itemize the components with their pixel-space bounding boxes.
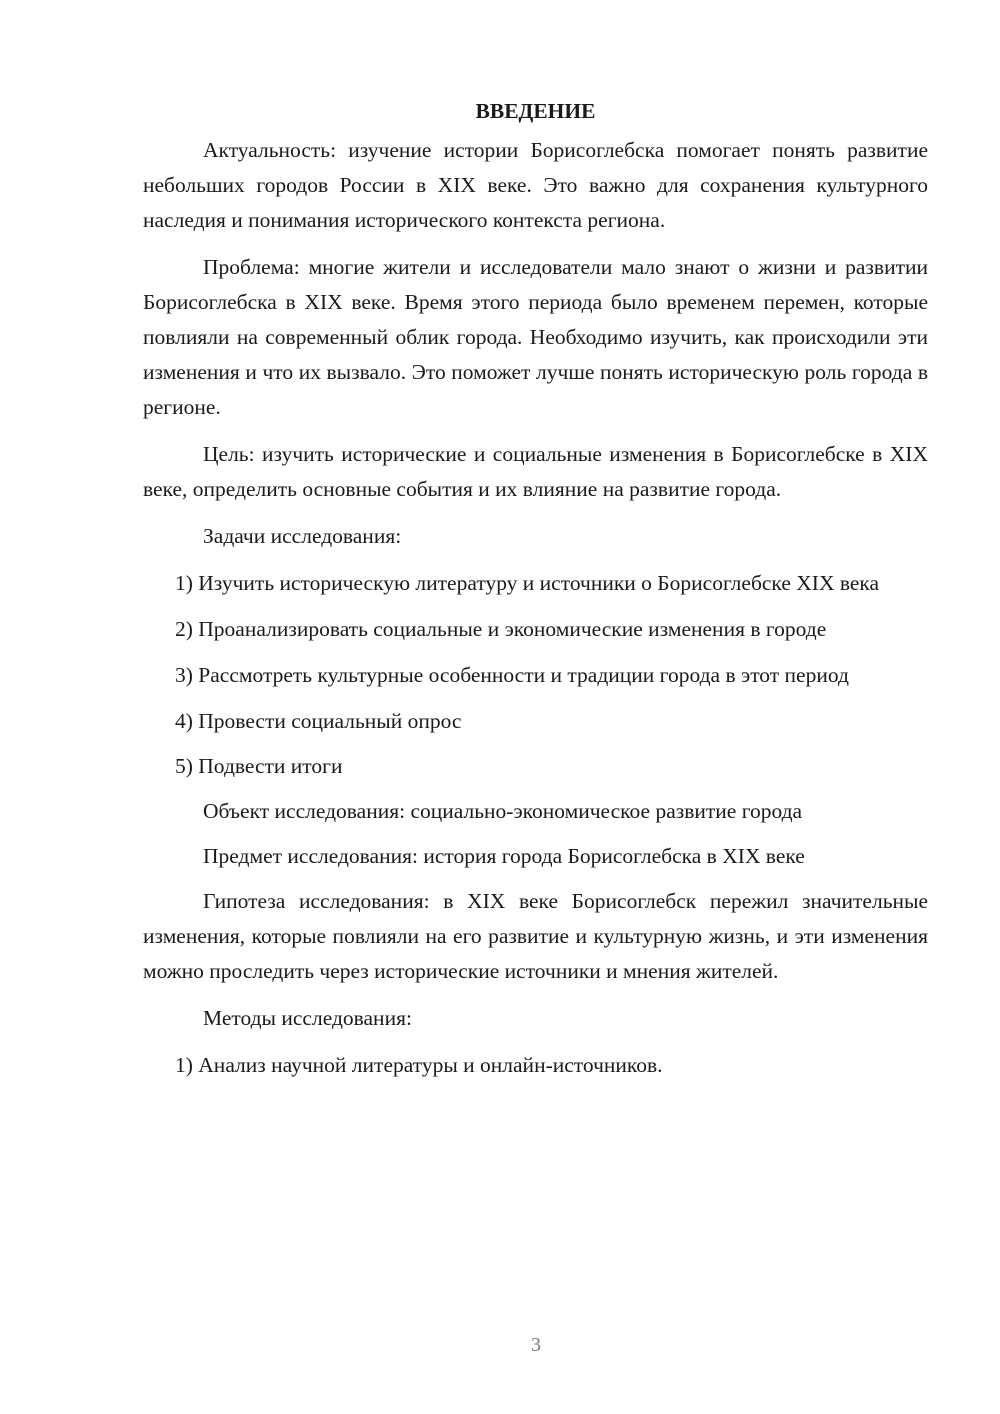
task-item: 1) Изучить историческую литературу и источники о Борисоглебске XIX века bbox=[175, 571, 880, 595]
paragraph-problem: Проблема: многие жители и исследователи мало знают о жизни и развитии Борисоглебска в XIX веке. Время этого периода было временем перемен, которые повлияли на современный облик города. Необходимо изучить, как происходили эти изменения и что их вызвало. Это поможет лучше понять историческую роль города в регионе. bbox=[143, 255, 928, 419]
paragraph-object: Объект исследования: социально-экономическое развитие города bbox=[203, 799, 803, 823]
page-content bbox=[143, 96, 928, 1094]
task-item: 2) Проанализировать социальные и экономические изменения в городе bbox=[175, 617, 827, 641]
paragraph-subject: Предмет исследования: история города Борисоглебска в XIX веке bbox=[203, 844, 805, 868]
paragraph-goal: Цель: изучить исторические и социальные изменения в Борисоглебске в XIX веке, определить основные события и их влияние на развитие города. bbox=[143, 442, 928, 501]
page-number: 3 bbox=[531, 1334, 541, 1356]
tasks-title: Задачи исследования: bbox=[203, 524, 402, 548]
task-item: 3) Рассмотреть культурные особенности и традиции города в этот период bbox=[175, 663, 849, 687]
task-item: 5) Подвести итоги bbox=[175, 754, 343, 778]
method-item: 1) Анализ научной литературы и онлайн-источников. bbox=[175, 1053, 663, 1077]
page-heading: ВВЕДЕНИЕ bbox=[475, 99, 596, 123]
paragraph-relevance: Актуальность: изучение истории Борисоглебска помогает понять развитие небольших городов России в XIX веке. Это важно для сохранения культурного наследия и понимания исторического контекста региона. bbox=[143, 138, 928, 232]
task-item: 4) Провести социальный опрос bbox=[175, 709, 462, 733]
methods-title: Методы исследования: bbox=[203, 1006, 412, 1030]
paragraph-hypothesis: Гипотеза исследования: в XIX веке Борисоглебск пережил значительные изменения, которые повлияли на его развитие и культурную жизнь, и эти изменения можно проследить через исторические источники и мнения жителей. bbox=[143, 889, 928, 983]
